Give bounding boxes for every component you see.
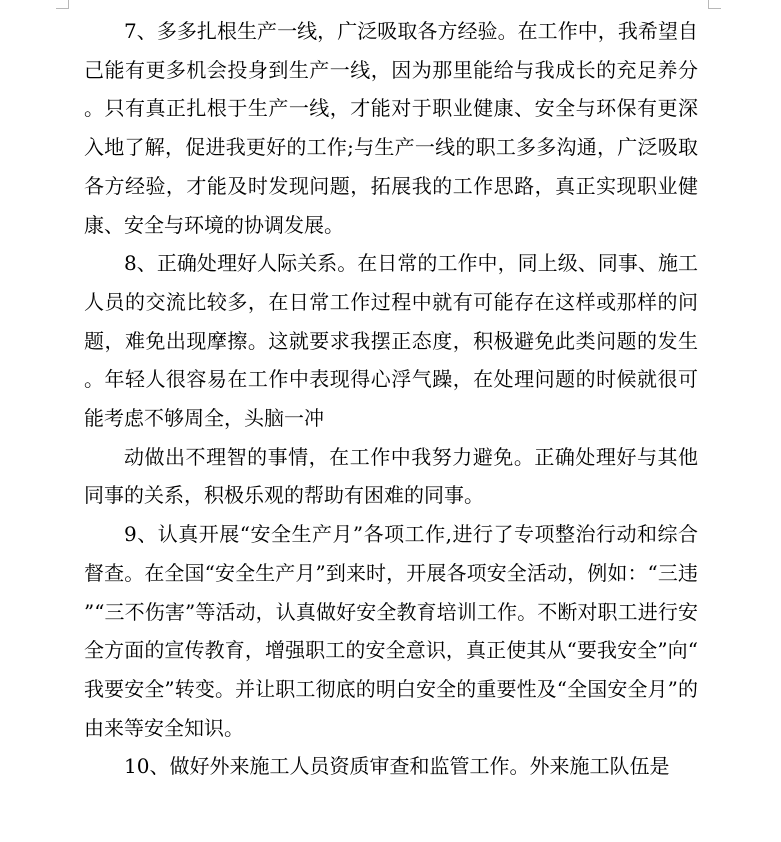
margin-corner-mark-left <box>56 0 69 9</box>
paragraph-item-8: 8、正确处理好人际关系。在日常的工作中，同上级、同事、施工人员的交流比较多，在日常工作过程中就有可能存在这样或那样的问题，难免出现摩擦。这就要求我摆正态度，积极避免此类问题的发生。年轻人很容易在工作中表现得心浮气躁，在处理问题的时候就很可能考虑不够周全，头脑一冲 <box>84 251 698 431</box>
paragraph-item-9: 9、认真开展“安全生产月”各项工作,进行了专项整治行动和综合督查。在全国“安全生产月”到来时，开展各项安全活动，例如：“三违”“三不伤害”等活动，认真做好安全教育培训工作。不断对职工进行安全方面的宣传教育，增强职工的安全意识，真正使其从“要我安全”向“我要安全”转变。并让职工彻底的明白安全的重要性及“全国安全月”的由来等安全知识。 <box>84 522 698 740</box>
document-body <box>84 12 698 786</box>
paragraph-item-10: 10、做好外来施工人员资质审查和监管工作。外来施工队伍是 <box>124 754 670 779</box>
paragraph-continuation: 动做出不理智的事情，在工作中我努力避免。正确处理好与其他同事的关系，积极乐观的帮助有困难的同事。 <box>84 444 698 508</box>
margin-corner-mark-right <box>708 0 721 9</box>
paragraph-item-7: 7、多多扎根生产一线，广泛吸取各方经验。在工作中，我希望自己能有更多机会投身到生产一线，因为那里能给与我成长的充足养分。只有真正扎根于生产一线，才能对于职业健康、安全与环保有更深入地了解，促进我更好的工作;与生产一线的职工多多沟通，广泛吸取各方经验，才能及时发现问题，拓展我的工作思路，真正实现职业健康、安全与环境的协调发展。 <box>84 19 698 237</box>
